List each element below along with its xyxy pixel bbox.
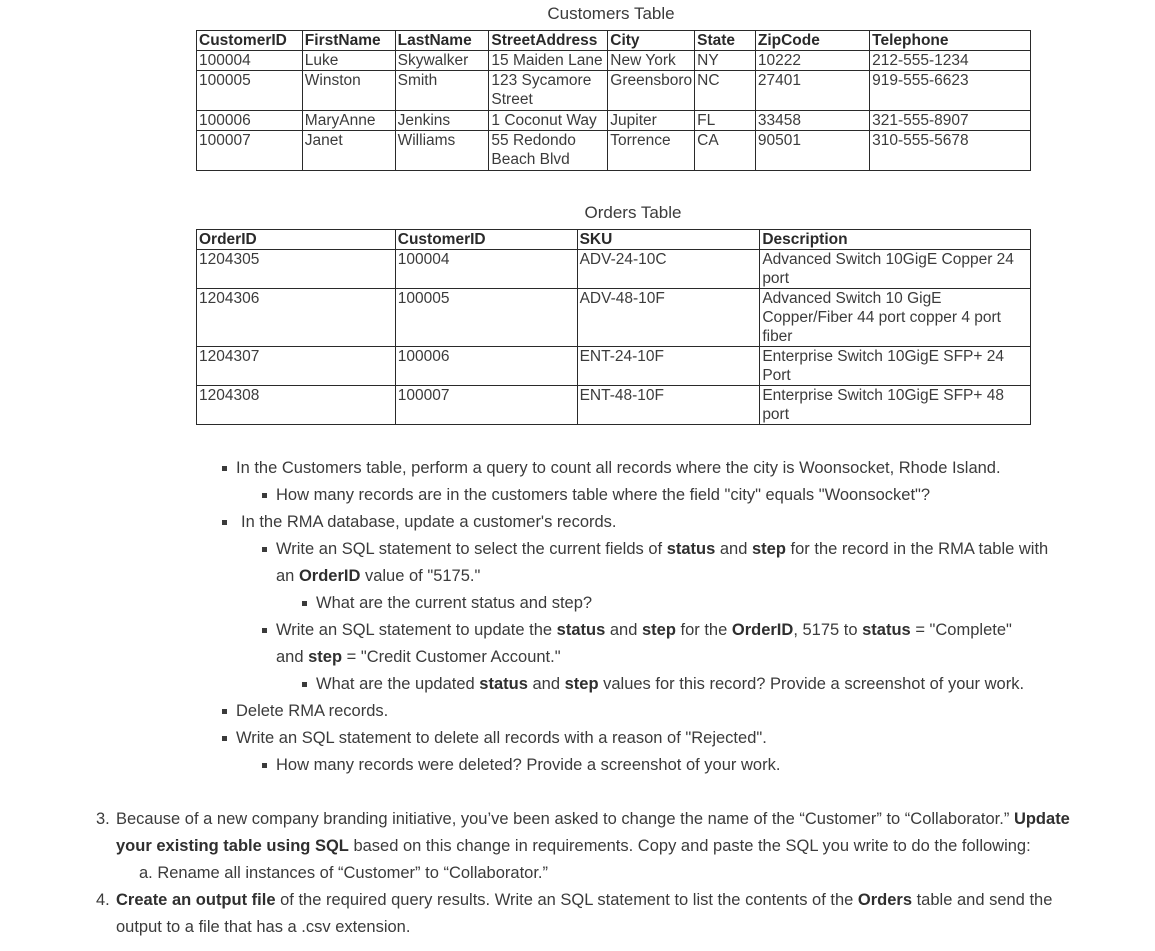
text-bold: your existing table using SQL [116, 837, 349, 855]
table-cell: 100005 [197, 71, 303, 111]
orders-table [196, 229, 1031, 425]
table-row [197, 71, 1031, 111]
item-text [116, 806, 1070, 833]
col-header: Description [760, 230, 1031, 250]
table-cell: Advanced Switch 10 GigE Copper/Fiber 44 port copper 4 port fiber [760, 289, 1031, 347]
orders-table-caption: Orders Table [584, 203, 682, 222]
text-run: an [276, 567, 299, 585]
text-run: = "Credit Customer Account." [342, 648, 561, 666]
list-item-text: In the RMA database, update a customer's records. [241, 513, 617, 531]
table-cell: 1 Coconut Way [489, 111, 608, 131]
text-run: value of "5175." [360, 567, 481, 585]
list-item-text: Delete RMA records. [236, 702, 389, 720]
table-row [197, 347, 1031, 386]
table-cell: 100006 [395, 347, 577, 386]
table-cell: Torrence [608, 131, 695, 171]
table-cell: Enterprise Switch 10GigE SFP+ 24 Port [760, 347, 1031, 386]
table-row [197, 51, 1031, 71]
list-item-text: In the Customers table, perform a query to count all records where the city is Woonsocket, Rhode Island. [236, 459, 1001, 477]
text-run: and [715, 540, 752, 558]
list-item-text [276, 536, 1048, 563]
table-cell: Jupiter [608, 111, 695, 131]
bullet-icon [222, 520, 227, 525]
table-cell: Enterprise Switch 10GigE SFP+ 48 port [760, 386, 1031, 425]
text-run: Write an SQL statement to update the [276, 621, 557, 639]
list-item-text-cont [276, 563, 480, 590]
field-step: step [752, 540, 786, 558]
text-bold: Create an output file [116, 891, 276, 909]
item-number: 3. [96, 810, 110, 828]
table-cell: 100004 [395, 250, 577, 289]
table-cell: 100007 [197, 131, 303, 171]
text-run: and [527, 675, 565, 693]
text-run: What are the updated [316, 675, 480, 693]
table-cell: 212-555-1234 [870, 51, 1031, 71]
table-cell: Jenkins [395, 111, 489, 131]
table-cell: ENT-24-10F [577, 347, 760, 386]
text-bold: Orders [857, 891, 913, 909]
field-status: status [479, 675, 528, 693]
table-cell: 1204306 [197, 289, 396, 347]
text-run: for the [675, 621, 732, 639]
text-run: Write an SQL statement to select the current fields of [276, 540, 667, 558]
field-orderid: OrderID [298, 567, 361, 585]
table-row [197, 250, 1031, 289]
bullet-icon [262, 547, 267, 552]
col-header: SKU [577, 230, 760, 250]
text-run: = "Complete" [910, 621, 1012, 639]
field-step: step [641, 621, 676, 639]
list-item-text: Write an SQL statement to delete all records with a reason of "Rejected". [236, 729, 767, 747]
col-header: OrderID [197, 230, 396, 250]
table-cell: Winston [302, 71, 395, 111]
table-cell: New York [608, 51, 695, 71]
text-run: values for this record? Provide a screenshot of your work. [598, 675, 1025, 693]
col-header: LastName [395, 31, 489, 51]
item-text-cont [116, 833, 1031, 860]
col-header: Telephone [870, 31, 1031, 51]
table-cell: Skywalker [395, 51, 489, 71]
col-header: City [608, 31, 695, 51]
field-step: step [308, 648, 343, 666]
bullet-icon [222, 466, 227, 471]
table-cell: Greensboro [608, 71, 695, 111]
text-run: based on this change in requirements. Copy and paste the SQL you write to do the following: [348, 837, 1031, 855]
sub-item: a. Rename all instances of “Customer” to “Collaborator.” [139, 864, 549, 882]
text-run: table and send the [912, 891, 1053, 909]
table-cell: 1204307 [197, 347, 396, 386]
field-status: status [556, 621, 606, 639]
col-header: State [695, 31, 756, 51]
field-status: status [666, 540, 716, 558]
table-cell: 15 Maiden Lane [489, 51, 608, 71]
customers-table [196, 30, 1031, 171]
table-cell: Janet [302, 131, 395, 171]
bullet-icon [222, 736, 227, 741]
table-row [197, 386, 1031, 425]
table-row [197, 289, 1031, 347]
table-cell: 100005 [395, 289, 577, 347]
table-cell: 100006 [197, 111, 303, 131]
text-bold: Update [1013, 810, 1070, 828]
customers-table-caption: Customers Table [547, 4, 675, 23]
table-cell: 321-555-8907 [870, 111, 1031, 131]
table-cell: Luke [302, 51, 395, 71]
customers-header-row [197, 31, 1031, 51]
item-text [116, 887, 1052, 914]
table-cell: 100007 [395, 386, 577, 425]
list-item-text: What are the current status and step? [316, 594, 593, 612]
table-cell: 33458 [755, 111, 869, 131]
col-header: ZipCode [755, 31, 869, 51]
table-cell: 310-555-5678 [870, 131, 1031, 171]
col-header: StreetAddress [489, 31, 608, 51]
table-cell: 919-555-6623 [870, 71, 1031, 111]
list-item-text [276, 617, 1012, 644]
table-cell: Advanced Switch 10GigE Copper 24 port [760, 250, 1031, 289]
bullet-icon [262, 493, 267, 498]
item-text-cont: output to a file that has a .csv extension. [116, 918, 411, 936]
table-row [197, 131, 1031, 171]
bullet-icon [262, 763, 267, 768]
table-cell: NC [695, 71, 756, 111]
text-run: and [605, 621, 642, 639]
field-orderid: OrderID [731, 621, 794, 639]
table-cell: 1204305 [197, 250, 396, 289]
text-run: and [276, 648, 309, 666]
list-item-text [316, 671, 1024, 698]
table-cell: MaryAnne [302, 111, 395, 131]
table-cell: 123 Sycamore Street [489, 71, 608, 111]
list-item-text: How many records were deleted? Provide a screenshot of your work. [276, 756, 781, 774]
col-header: FirstName [302, 31, 395, 51]
table-cell: ADV-24-10C [577, 250, 760, 289]
item-number: 4. [96, 891, 110, 909]
table-cell: NY [695, 51, 756, 71]
text-run: of the required query results. Write an SQL statement to list the contents of the [275, 891, 858, 909]
table-cell: Williams [395, 131, 489, 171]
list-item-text-cont [276, 644, 561, 671]
text-run: Because of a new company branding initiative, you’ve been asked to change the name of the “Customer” to “Collaborator.” [116, 810, 1014, 828]
table-row [197, 111, 1031, 131]
text-run: , 5175 to [793, 621, 863, 639]
col-header: CustomerID [395, 230, 577, 250]
table-cell: 27401 [755, 71, 869, 111]
bullet-icon [262, 628, 267, 633]
bullet-icon [302, 682, 307, 687]
table-cell: ADV-48-10F [577, 289, 760, 347]
table-cell: ENT-48-10F [577, 386, 760, 425]
table-cell: Smith [395, 71, 489, 111]
orders-header-row [197, 230, 1031, 250]
field-status: status [862, 621, 911, 639]
table-cell: CA [695, 131, 756, 171]
table-cell: FL [695, 111, 756, 131]
table-cell: 10222 [755, 51, 869, 71]
list-item-text: How many records are in the customers table where the field "city" equals "Woonsocket"? [276, 486, 931, 504]
field-step: step [564, 675, 599, 693]
table-cell: 90501 [755, 131, 869, 171]
table-cell: 1204308 [197, 386, 396, 425]
bullet-icon [302, 601, 307, 606]
bullet-icon [222, 709, 227, 714]
table-cell: 55 Redondo Beach Blvd [489, 131, 608, 171]
text-run: for the record in the RMA table with [785, 540, 1049, 558]
col-header: CustomerID [197, 31, 303, 51]
table-cell: 100004 [197, 51, 303, 71]
